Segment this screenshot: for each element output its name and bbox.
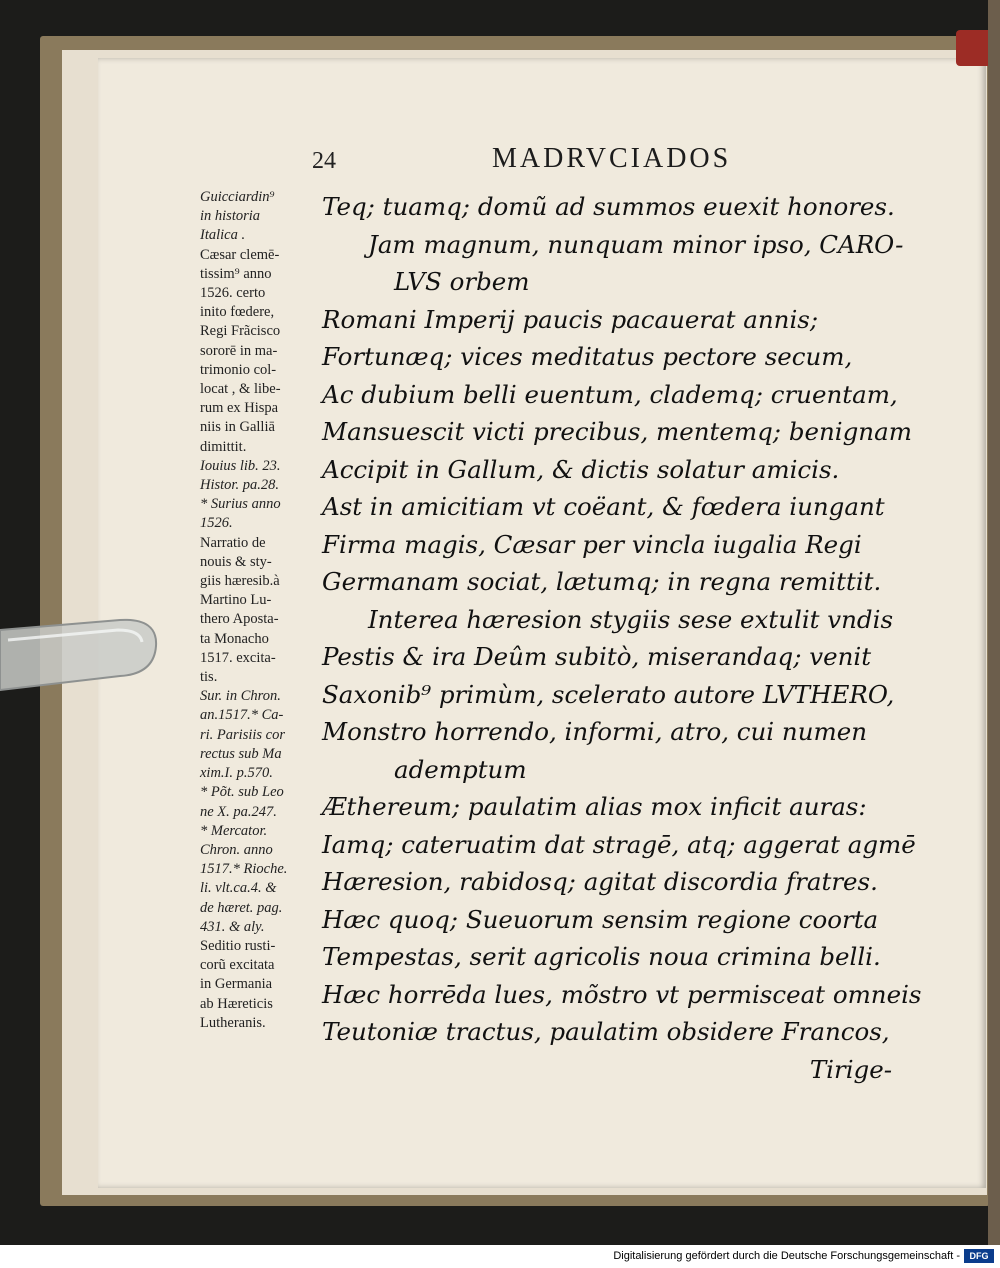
margin-note-line: * Surius anno [200, 496, 281, 513]
margin-note-line: thero Aposta- [200, 611, 279, 628]
margin-note-line: Martino Lu- [200, 592, 272, 609]
margin-note-line: xim.I. p.570. [200, 765, 273, 782]
margin-note-line: an.1517.* Ca- [200, 707, 284, 724]
verse-line: Teq; tuamq; domũ ad summos euexit honores. [322, 192, 895, 221]
margin-note-line: Cæsar clemē- [200, 246, 280, 263]
digitization-footer [0, 1245, 1000, 1268]
verse-line: Æthereum; paulatim alias mox inficit auras: [322, 792, 867, 821]
margin-note-line: sororē in ma- [200, 342, 278, 359]
margin-note-line: tissim⁹ anno [200, 265, 272, 282]
margin-note-line: in historia [200, 208, 261, 225]
verse-line: Interea hæresion stygiis sese extulit vndis [368, 604, 894, 634]
margin-note-line: Italica . [200, 227, 246, 244]
verse-line: Hæc horrēda lues, mõstro vt permisceat omneis [322, 979, 922, 1009]
glass-page-holder [0, 612, 160, 692]
funding-credit: Digitalisierung gefördert durch die Deutsche Forschungsgemeinschaft - [613, 1250, 960, 1262]
margin-note-line: * Mercator. [200, 822, 268, 839]
verse-line: Iamq; cateruatim dat stragē, atq; aggerat agmē [322, 829, 916, 859]
margin-note-line: ne X. pa.247. [200, 803, 277, 820]
margin-note-line: * Põt. sub Leo [200, 784, 284, 801]
margin-note-line: inito fœdere, [200, 304, 275, 321]
margin-note-line: giis hæresib.à [200, 573, 280, 590]
verse-line: Accipit in Gallum, & dictis solatur amicis. [322, 454, 840, 484]
margin-note-line: trimonio col- [200, 361, 277, 378]
margin-note-line: 1517.* Rioche. [200, 861, 288, 878]
catchword: Tirige- [809, 1054, 892, 1084]
margin-note-line: Regi Frãcisco [200, 323, 281, 340]
margin-note-line: 431. & aly. [200, 918, 265, 935]
margin-note-line: ab Hæreticis [200, 995, 273, 1012]
verse-line: Saxonib⁹ primùm, scelerato autore LVTHERO, [322, 679, 895, 709]
margin-note-line: 1526. [200, 515, 233, 532]
verse-line: Monstro horrendo, informi, atro, cui numen [322, 717, 867, 746]
verse-line: Tempestas, serit agricolis noua crimina belli. [322, 942, 881, 971]
margin-note-line: Seditio rusti- [200, 937, 276, 954]
margin-note-line: niis in Galliā [200, 419, 275, 436]
right-binding-edge [988, 0, 1000, 1245]
page-number: 24 [312, 148, 336, 174]
verse-line: Ac dubium belli euentum, clademq; cruentam, [322, 379, 898, 409]
verse-line: ademptum [394, 754, 527, 784]
margin-note-line: rum ex Hispa [200, 400, 279, 417]
verse-line: Firma magis, Cæsar per vincla iugalia Regi [322, 529, 862, 559]
margin-note-line: Guicciardin⁹ [200, 189, 275, 205]
margin-note-line: dimittit. [200, 438, 247, 455]
verse-line: Mansuescit victi precibus, mentemq; benignam [322, 417, 912, 446]
margin-note-line: 1526. certo [200, 285, 266, 302]
verse-line: Teutoniæ tractus, paulatim obsidere Francos, [322, 1017, 890, 1046]
margin-note-line: tis. [200, 669, 218, 686]
verse-line: Hæresion, rabidosq; agitat discordia fratres. [322, 867, 878, 896]
verse-line: Pestis & ira Deûm subitò, miserandaq; venit [322, 642, 872, 671]
verse-line: LVS orbem [394, 267, 530, 296]
margin-note-line: Sur. in Chron. [200, 688, 281, 705]
margin-note-line: li. vlt.ca.4. & [200, 880, 277, 897]
margin-note-line: rectus sub Ma [200, 745, 282, 762]
verse-line: Hæc quoq; Sueuorum sensim regione coorta [322, 904, 879, 934]
margin-notes [200, 188, 318, 1033]
verse-line: Romani Imperij paucis pacauerat annis; [322, 304, 819, 334]
margin-note-line: de hæret. pag. [200, 899, 283, 916]
margin-note-line: Iouius lib. 23. [200, 457, 281, 474]
margin-note-line: Histor. pa.28. [200, 477, 279, 494]
margin-note-line: Narratio de [200, 534, 266, 551]
margin-note-line: Chron. anno [200, 841, 273, 858]
margin-note-line: in Germania [200, 976, 273, 993]
margin-note-line: nouis & sty- [200, 553, 272, 570]
verse-line: Fortunæq; vices meditatus pectore secum, [322, 342, 853, 371]
margin-note-line: corũ excitata [200, 957, 275, 974]
margin-note-line: locat , & libe- [200, 381, 281, 398]
verse-line: Ast in amicitiam vt coëant, & fœdera iungant [322, 492, 885, 521]
verse-line: Germanam sociat, lætumq; in regna remittit. [322, 567, 882, 596]
margin-note-line: Lutheranis. [200, 1014, 266, 1031]
dfg-logo: DFG [964, 1249, 994, 1263]
margin-note-line: ta Monacho [200, 630, 269, 647]
running-title: MADRVCIADOS [492, 143, 732, 174]
verse-line: Jam magnum, nunquam minor ipso, CARO- [368, 229, 904, 259]
verse-body [322, 188, 962, 1088]
margin-note-line: 1517. excita- [200, 649, 276, 666]
margin-note-line: ri. Parisiis cor [200, 726, 285, 743]
